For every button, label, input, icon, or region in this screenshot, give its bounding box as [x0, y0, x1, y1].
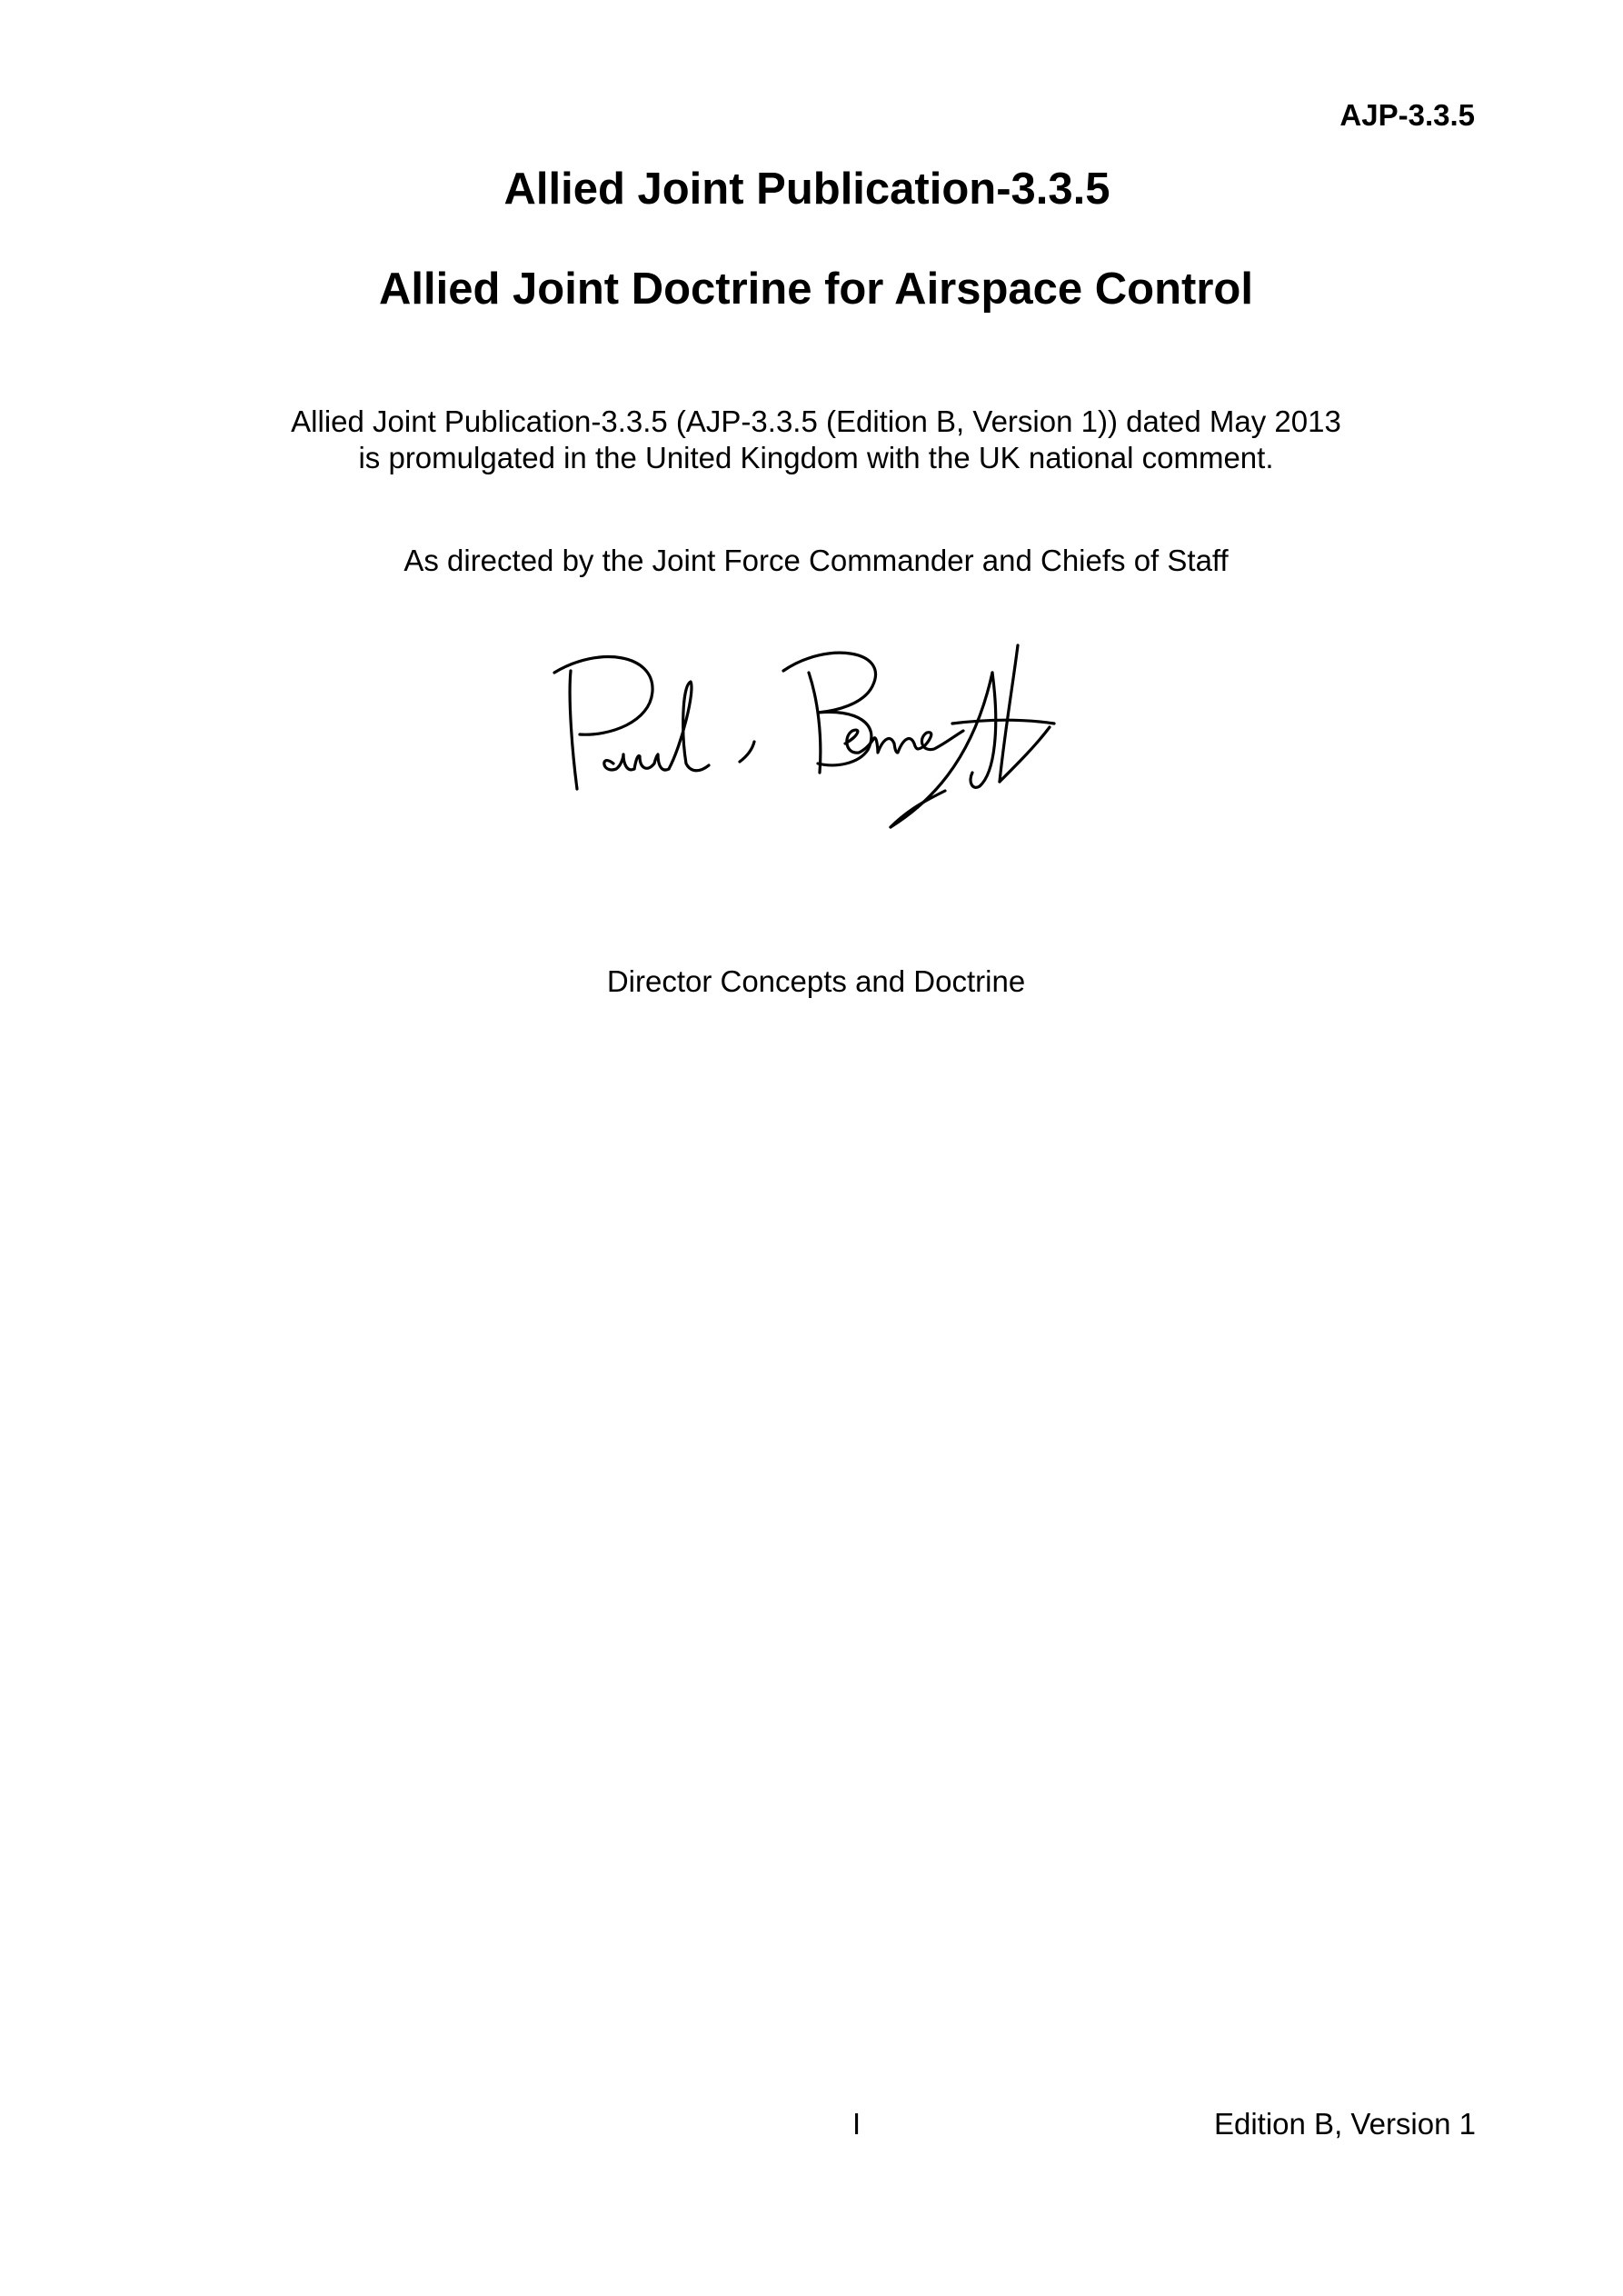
- edition-label: Edition B, Version 1: [1213, 2107, 1476, 2141]
- directed-by-statement: As directed by the Joint Force Commander and Chiefs of Staff: [403, 544, 1229, 577]
- promulgation-line-2: is promulgated in the United Kingdom with the UK national comment.: [358, 441, 1274, 474]
- page-subtitle: Allied Joint Doctrine for Airspace Control: [379, 265, 1253, 314]
- promulgation-line-1: Allied Joint Publication-3.3.5 (AJP-3.3.5 (Edition B, Version 1)) dated May 2013: [291, 404, 1341, 438]
- page-title: Allied Joint Publication-3.3.5: [503, 165, 1110, 214]
- header-reference: AJP-3.3.5: [1339, 98, 1475, 132]
- signatory-title: Director Concepts and Doctrine: [606, 964, 1026, 998]
- page-number: I: [852, 2107, 861, 2141]
- promulgation-statement: [5, 404, 1623, 476]
- handwritten-signature: [545, 636, 1090, 836]
